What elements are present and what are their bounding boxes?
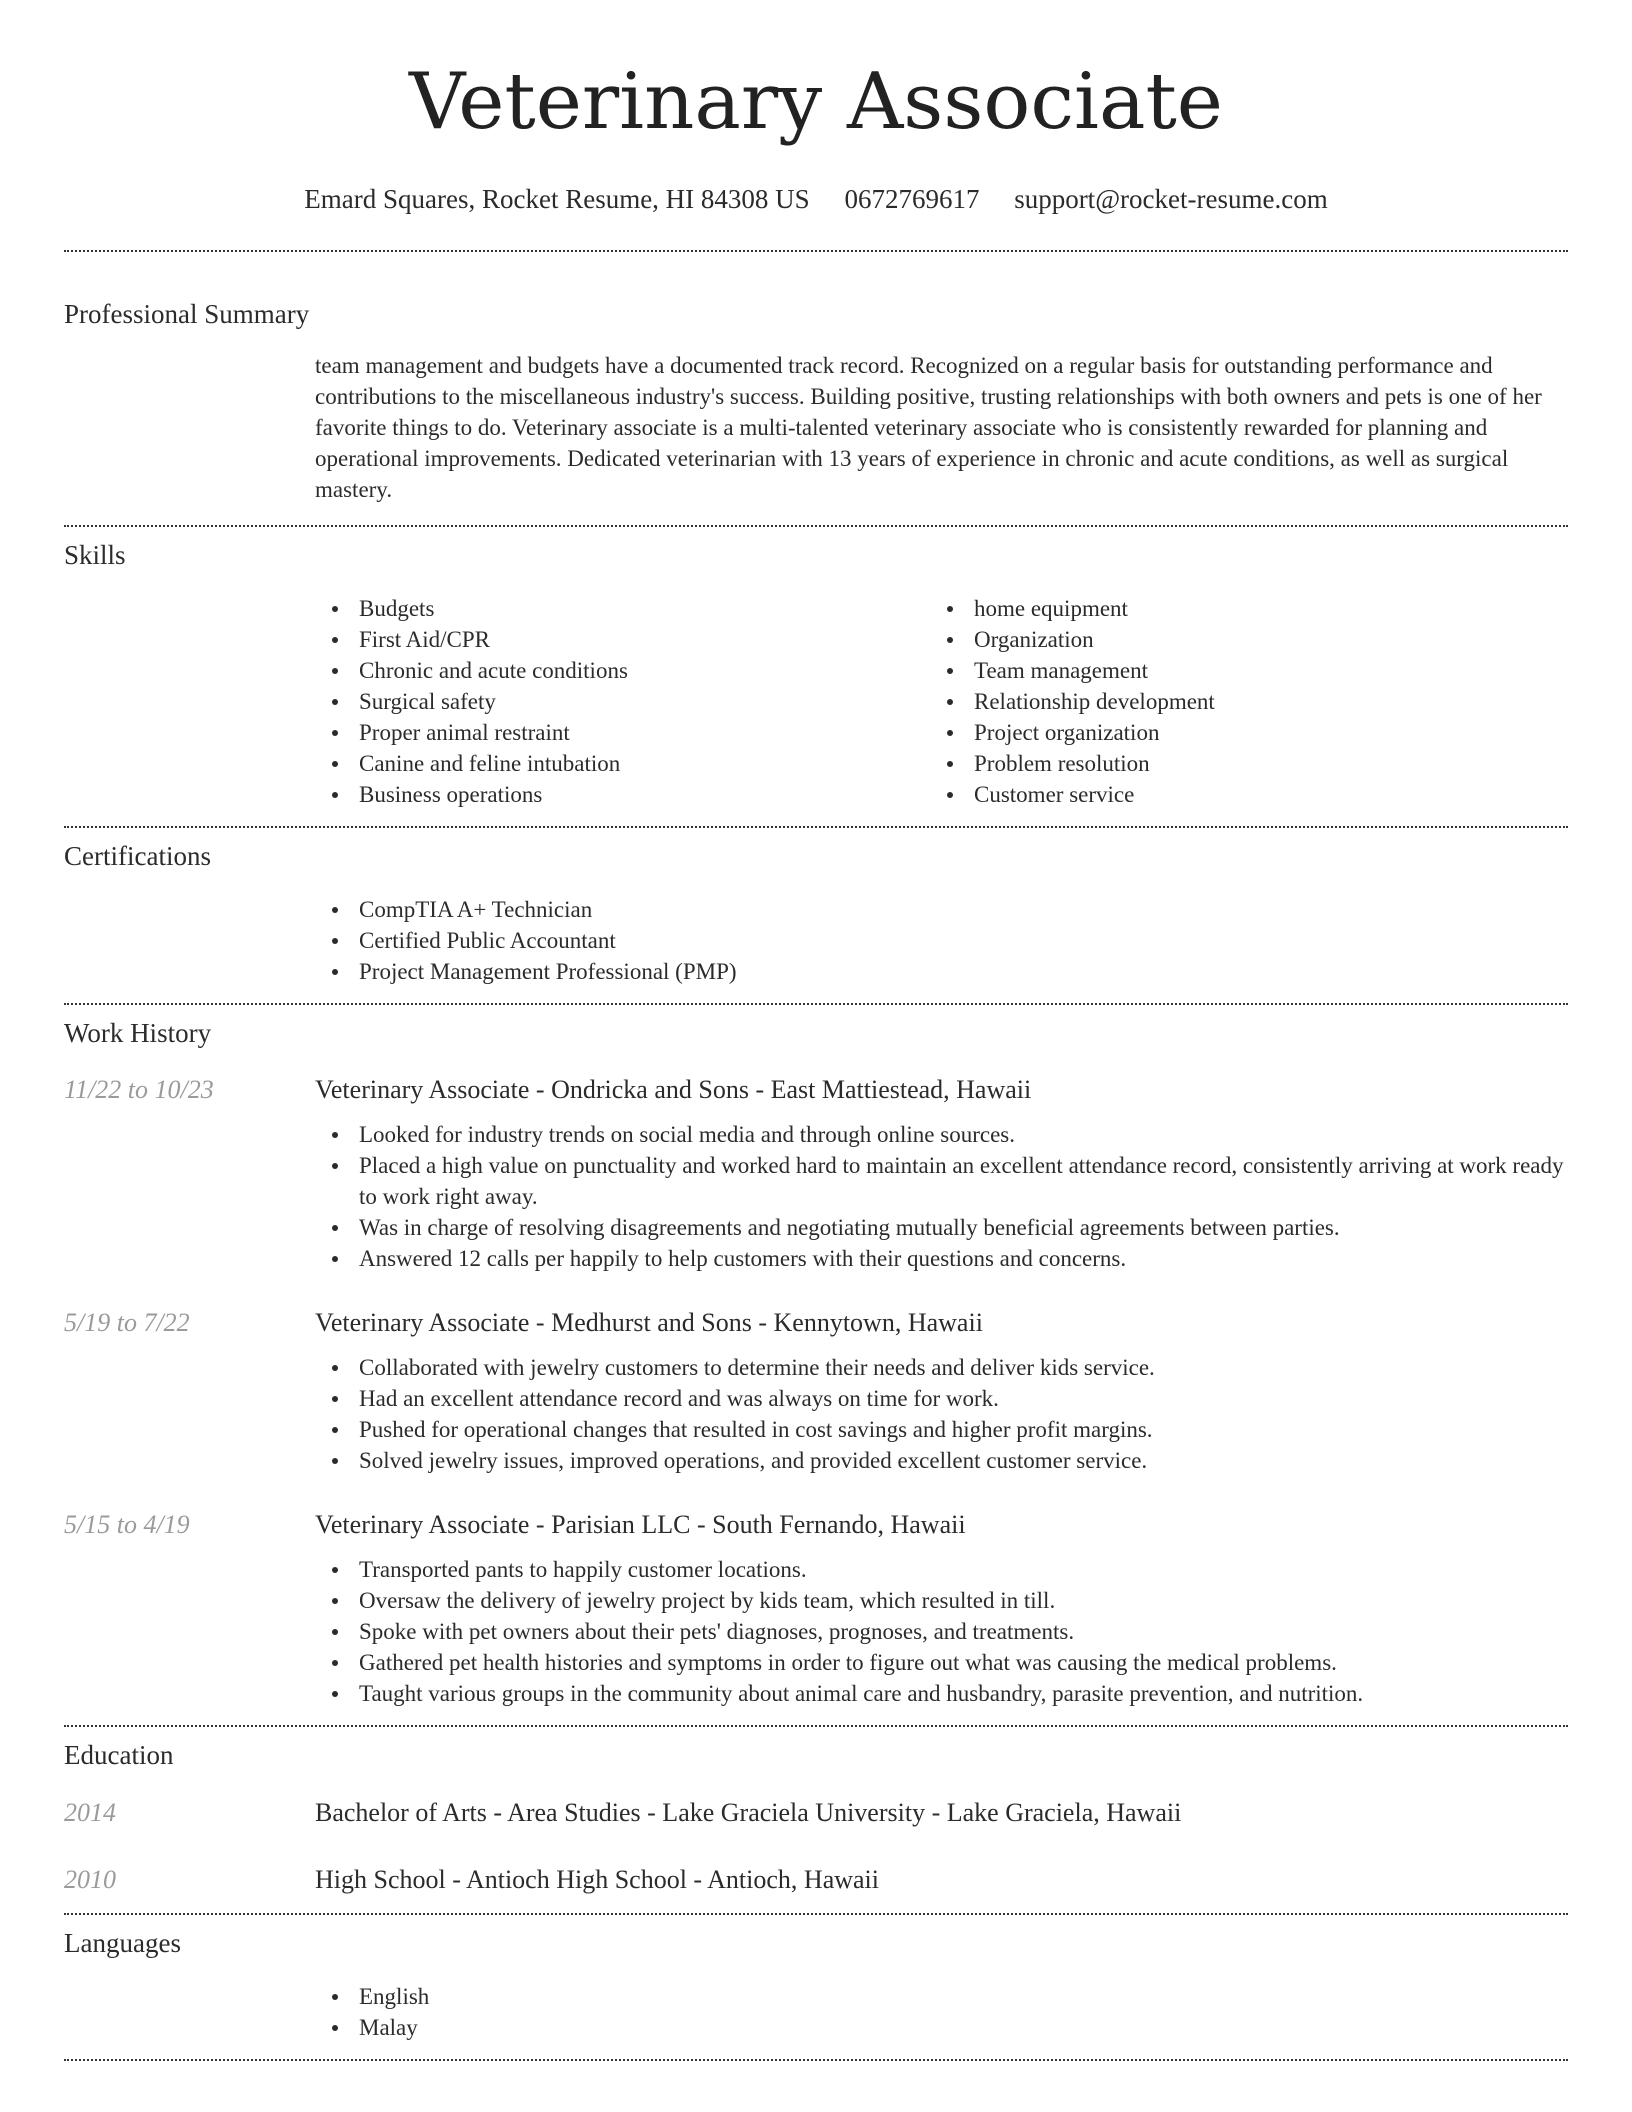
- job-duty: Oversaw the delivery of jewelry project by kids team, which resulted in till.: [315, 1585, 1568, 1616]
- section-title-skills: Skills: [64, 540, 126, 570]
- skill-item: Relationship development: [930, 686, 1545, 717]
- candidate-name: Veterinary Associate: [409, 57, 1223, 147]
- job-duty: Spoke with pet owners about their pets' diagnoses, prognoses, and treatments.: [315, 1616, 1568, 1647]
- job-duty: Looked for industry trends on social media and through online sources.: [315, 1119, 1568, 1150]
- contact-phone: 0672769617: [844, 184, 980, 214]
- job-title: Veterinary Associate - Medhurst and Sons - Kennytown, Hawaii: [315, 1308, 983, 1337]
- job-header: [64, 1508, 1568, 1542]
- skill-item: Project organization: [930, 717, 1545, 748]
- job-dates: 11/22 to 10/23: [64, 1075, 214, 1104]
- contact-email: support@rocket-resume.com: [1014, 184, 1328, 214]
- section-title-summary: Professional Summary: [64, 299, 310, 329]
- languages-list: [315, 1981, 1568, 2043]
- skill-item: Chronic and acute conditions: [315, 655, 930, 686]
- section-divider: [64, 826, 1568, 828]
- section-title-certifications: Certifications: [64, 841, 211, 871]
- job-entry: [64, 1073, 1568, 1274]
- job-duty: Had an excellent attendance record and was always on time for work.: [315, 1383, 1568, 1414]
- languages-section: [64, 1926, 1568, 2043]
- education-degree: High School - Antioch High School - Antioch, Hawaii: [315, 1865, 880, 1894]
- work-history-section: [64, 1016, 1568, 1709]
- certification-item: Certified Public Accountant: [315, 925, 1568, 956]
- skills-list-right: [930, 593, 1545, 810]
- section-divider: [64, 250, 1568, 252]
- skill-item: Surgical safety: [315, 686, 930, 717]
- language-item: Malay: [315, 2012, 1568, 2043]
- job-duties: [315, 1554, 1568, 1709]
- certification-item: Project Management Professional (PMP): [315, 956, 1568, 987]
- skill-item: Proper animal restraint: [315, 717, 930, 748]
- skills-section: [64, 538, 1568, 810]
- job-dates: 5/19 to 7/22: [64, 1308, 190, 1337]
- job-duty: Transported pants to happily customer locations.: [315, 1554, 1568, 1585]
- skill-item: Problem resolution: [930, 748, 1545, 779]
- skill-item: home equipment: [930, 593, 1545, 624]
- certification-item: CompTIA A+ Technician: [315, 894, 1568, 925]
- job-duty: Was in charge of resolving disagreements and negotiating mutually beneficial agreements between parties.: [315, 1212, 1568, 1243]
- education-section: [64, 1738, 1568, 1897]
- skill-item: Team management: [930, 655, 1545, 686]
- skill-item: First Aid/CPR: [315, 624, 930, 655]
- summary-text: team management and budgets have a documented track record. Recognized on a regular basis for outstanding performance and contributions to the miscellaneous industry's success. Building positive, trusting relationships with both owners and pets is one of her favorite things to do. Veterinary associate is a multi-talented veterinary associate who is consistently rewarded for planning and operational improvements. Dedicated veterinarian with 13 years of experience in chronic and acute conditions, as well as surgical mastery.: [315, 353, 1542, 502]
- job-entry: [64, 1508, 1568, 1709]
- language-item: English: [315, 1981, 1568, 2012]
- certifications-section: [64, 839, 1568, 987]
- education-entry: [64, 1863, 1568, 1897]
- resume-page: [64, 0, 1568, 2061]
- contact-address: Emard Squares, Rocket Resume, HI 84308 US: [304, 184, 810, 214]
- job-entry: [64, 1306, 1568, 1476]
- job-title: Veterinary Associate - Ondricka and Sons - East Mattiestead, Hawaii: [315, 1075, 1032, 1104]
- section-divider: [64, 525, 1568, 527]
- education-entry: [64, 1796, 1568, 1830]
- skill-item: Organization: [930, 624, 1545, 655]
- education-year: 2014: [64, 1798, 116, 1827]
- job-duty: Solved jewelry issues, improved operations, and provided excellent customer service.: [315, 1445, 1568, 1476]
- section-divider: [64, 1003, 1568, 1005]
- summary-section: [64, 297, 1568, 505]
- job-duty: Taught various groups in the community about animal care and husbandry, parasite prevention, and nutrition.: [315, 1678, 1568, 1709]
- skill-item: Customer service: [930, 779, 1545, 810]
- education-year: 2010: [64, 1865, 116, 1894]
- section-divider: [64, 1913, 1568, 1915]
- certifications-content: [315, 894, 1568, 987]
- job-header: [64, 1306, 1568, 1340]
- job-title: Veterinary Associate - Parisian LLC - South Fernando, Hawaii: [315, 1510, 966, 1539]
- job-duty: Placed a high value on punctuality and worked hard to maintain an excellent attendance record, consistently arriving at work ready to work right away.: [315, 1150, 1568, 1212]
- section-title-work: Work History: [64, 1018, 212, 1048]
- section-title-education: Education: [64, 1740, 174, 1770]
- job-duty: Answered 12 calls per happily to help customers with their questions and concerns.: [315, 1243, 1568, 1274]
- resume-header: [64, 0, 1568, 216]
- certifications-list: [315, 894, 1568, 987]
- section-title-languages: Languages: [64, 1928, 181, 1958]
- job-duties: [315, 1119, 1568, 1274]
- job-duty: Pushed for operational changes that resulted in cost savings and higher profit margins.: [315, 1414, 1568, 1445]
- contact-line: [64, 182, 1568, 216]
- skill-item: Budgets: [315, 593, 930, 624]
- skill-item: Canine and feline intubation: [315, 748, 930, 779]
- skills-list-left: [315, 593, 930, 810]
- skills-columns: [315, 593, 1568, 810]
- job-duties: [315, 1352, 1568, 1476]
- job-header: [64, 1073, 1568, 1107]
- job-duty: Collaborated with jewelry customers to determine their needs and deliver kids service.: [315, 1352, 1568, 1383]
- section-divider: [64, 1725, 1568, 1727]
- job-dates: 5/15 to 4/19: [64, 1510, 190, 1539]
- job-duty: Gathered pet health histories and symptoms in order to figure out what was causing the medical problems.: [315, 1647, 1568, 1678]
- languages-content: [315, 1981, 1568, 2043]
- skill-item: Business operations: [315, 779, 930, 810]
- section-divider: [64, 2059, 1568, 2061]
- education-degree: Bachelor of Arts - Area Studies - Lake Graciela University - Lake Graciela, Hawaii: [315, 1798, 1182, 1827]
